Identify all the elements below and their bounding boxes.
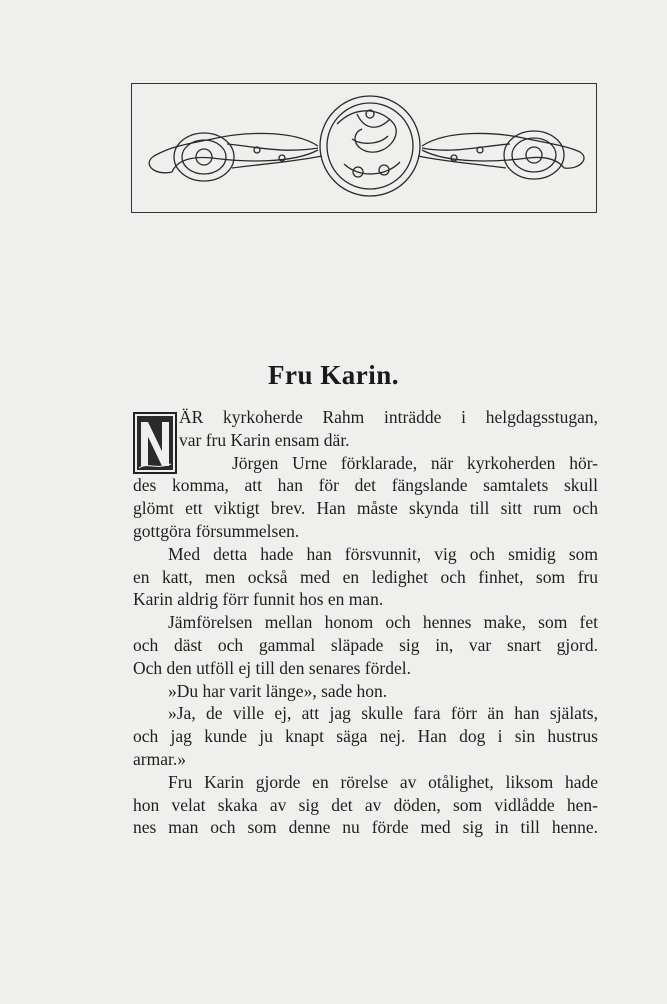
text-line: Karin aldrig förr funnit hos en man. — [133, 589, 384, 610]
floral-ornament-icon — [132, 84, 595, 211]
text-line: Och den utföll ej till den senares fördel. — [133, 657, 411, 678]
text-line: Jörgen Urne förklarade, när kyrkoherden hör- — [232, 452, 598, 473]
chapter-title: Fru Karin. — [268, 360, 399, 390]
body-text — [133, 406, 598, 839]
text-line: armar.» — [133, 748, 186, 769]
text-line: Med detta hade han försvunnit, vig och smidig som — [168, 543, 598, 564]
text-line: »Du har varit länge», sade hon. — [168, 680, 388, 701]
text-line: ÄR kyrkoherde Rahm inträdde i helgdagsstugan, — [179, 407, 598, 427]
text-line: gottgöra försummelsen. — [133, 520, 300, 541]
text-line: glömt ett viktigt brev. Han måste skynda till sitt rum och — [133, 498, 598, 519]
text-line: och jag kunde ju knapt säga nej. Han dog i sin hustrus — [133, 726, 598, 747]
text-line: en katt, men också med en ledighet och finhet, som fru — [133, 566, 598, 587]
text-line: nes man och som denne nu förde med sig in till henne. — [133, 817, 598, 838]
paragraph — [133, 611, 598, 679]
paragraph — [133, 452, 598, 543]
decorative-header-ornament — [131, 83, 597, 213]
text-line: och däst och gammal släpade sig in, var snart gjord. — [133, 634, 598, 655]
text-line: hon velat skaka av sig det av döden, som vidlådde hen- — [133, 794, 598, 815]
text-line: »Ja, de ville ej, att jag skulle fara förr än han själats, — [168, 703, 598, 724]
text-line: des komma, att han för det fängslande samtalets skull — [133, 475, 598, 496]
paragraph — [133, 406, 598, 452]
text-line: Fru Karin gjorde en rörelse av otålighet, liksom hade — [168, 771, 598, 792]
paragraph — [133, 680, 598, 703]
text-line: Jämförelsen mellan honom och hennes make, som fet — [168, 612, 598, 633]
paragraph — [133, 702, 598, 770]
text-line: var fru Karin ensam där. — [179, 429, 350, 450]
paragraph — [133, 543, 598, 611]
paragraph — [133, 771, 598, 839]
